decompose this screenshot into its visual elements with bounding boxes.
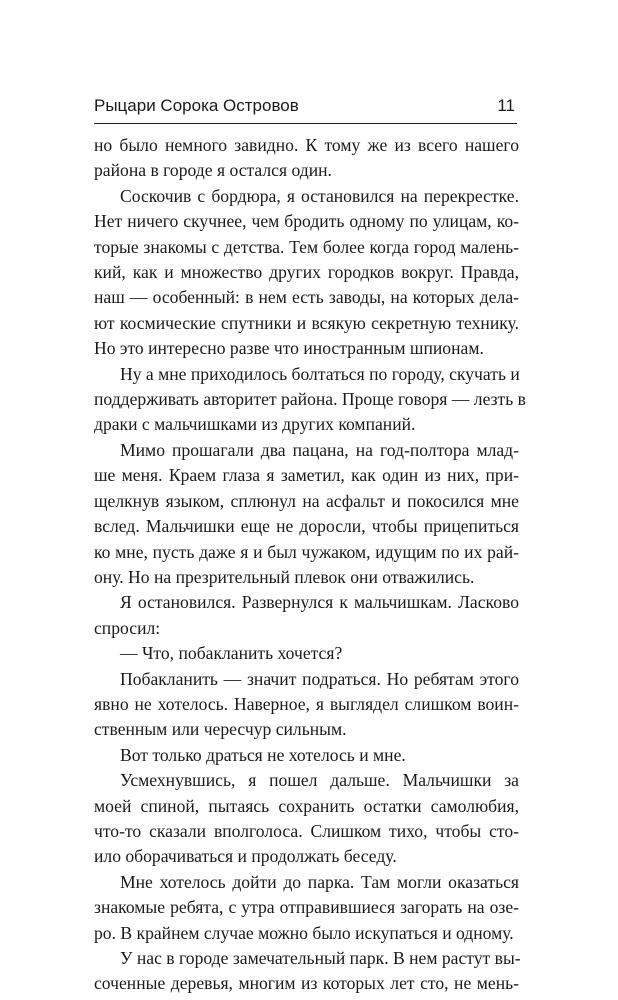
page-number: 11: [497, 96, 515, 115]
text-line: ро. В крайнем случае можно было искупаться и одному.: [94, 922, 514, 943]
text-line: вслед. Мальчишки еще не доросли, чтобы прицепиться: [94, 516, 519, 537]
text-line: Побакланить — значит подраться. Но ребятам этого: [120, 668, 519, 689]
text-line: драки с мальчишками из других компаний.: [94, 414, 416, 435]
text-line: ило оборачиваться и продолжать беседу.: [94, 846, 397, 867]
text-line: Но это интересно разве что иностранным шпионам.: [94, 338, 484, 359]
running-header: [94, 93, 517, 124]
text-line: района в городе я остался один.: [94, 160, 332, 181]
text-line: кий, как и множество других городков вокруг. Правда,: [94, 262, 519, 283]
text-line: спросил:: [94, 617, 161, 638]
text-line: У нас в городе замечательный парк. В нем растут вы-: [120, 948, 521, 968]
text-line: ственным или чересчур сильным.: [94, 719, 347, 740]
text-line: Ну а мне приходилось болтаться по городу, скучать и: [120, 363, 520, 384]
text-line: ют космические спутники и всякую секретную технику.: [94, 312, 519, 333]
book-title: Рыцари Сорока Островов: [94, 96, 299, 115]
text-line: моей спиной, пытаясь сохранить остатки самолюбия,: [94, 795, 519, 816]
text-line: но было немного завидно. К тому же из всего нашего: [94, 135, 519, 155]
text-line: знакомые ребята, с утра отправившиеся загорать на озе-: [94, 897, 519, 918]
text-line: что-то сказали вполголоса. Слишком тихо, чтобы сто-: [94, 820, 519, 841]
text-line: Я остановился. Развернулся к мальчишкам. Ласково: [120, 592, 519, 613]
text-line: явно не хотелось. Наверное, я выглядел слишком воин-: [94, 693, 519, 714]
text-line: ону. Но на презрительный плевок они отважились.: [94, 566, 475, 587]
text-line: наш — особенный: в нем есть заводы, на которых дела-: [94, 287, 519, 308]
text-line: торые знакомы с детства. Тем более когда город малень-: [94, 236, 519, 257]
text-line: Усмехнувшись, я пошел дальше. Мальчишки за: [120, 770, 519, 791]
text-line: Соскочив с бордюра, я остановился на перекрестке.: [120, 185, 519, 206]
text-line: поддерживать авторитет района. Проще говоря — лезть в: [94, 389, 526, 410]
text-line: ко мне, пусть даже я и был чужаком, идущим по их рай-: [94, 541, 519, 562]
text-line: ше меня. Краем глаза я заметил, как один из них, при-: [94, 465, 519, 486]
text-line: щелкнув языком, сплюнул на асфальт и покосился мне: [94, 490, 519, 511]
text-line: Мимо прошагали два пацана, на год-полтора млад-: [120, 439, 519, 460]
text-line: Мне хотелось дойти до парка. Там могли оказаться: [120, 871, 519, 892]
text-line: Вот только драться не хотелось и мне.: [120, 744, 406, 765]
text-line: — Что, побакланить хочется?: [120, 643, 343, 664]
text-line: соченные деревья, многим из которых лет сто, не мень-: [94, 973, 519, 994]
body-text: [94, 133, 526, 997]
text-line: Нет ничего скучнее, чем бродить одному по улицам, ко-: [94, 211, 519, 232]
